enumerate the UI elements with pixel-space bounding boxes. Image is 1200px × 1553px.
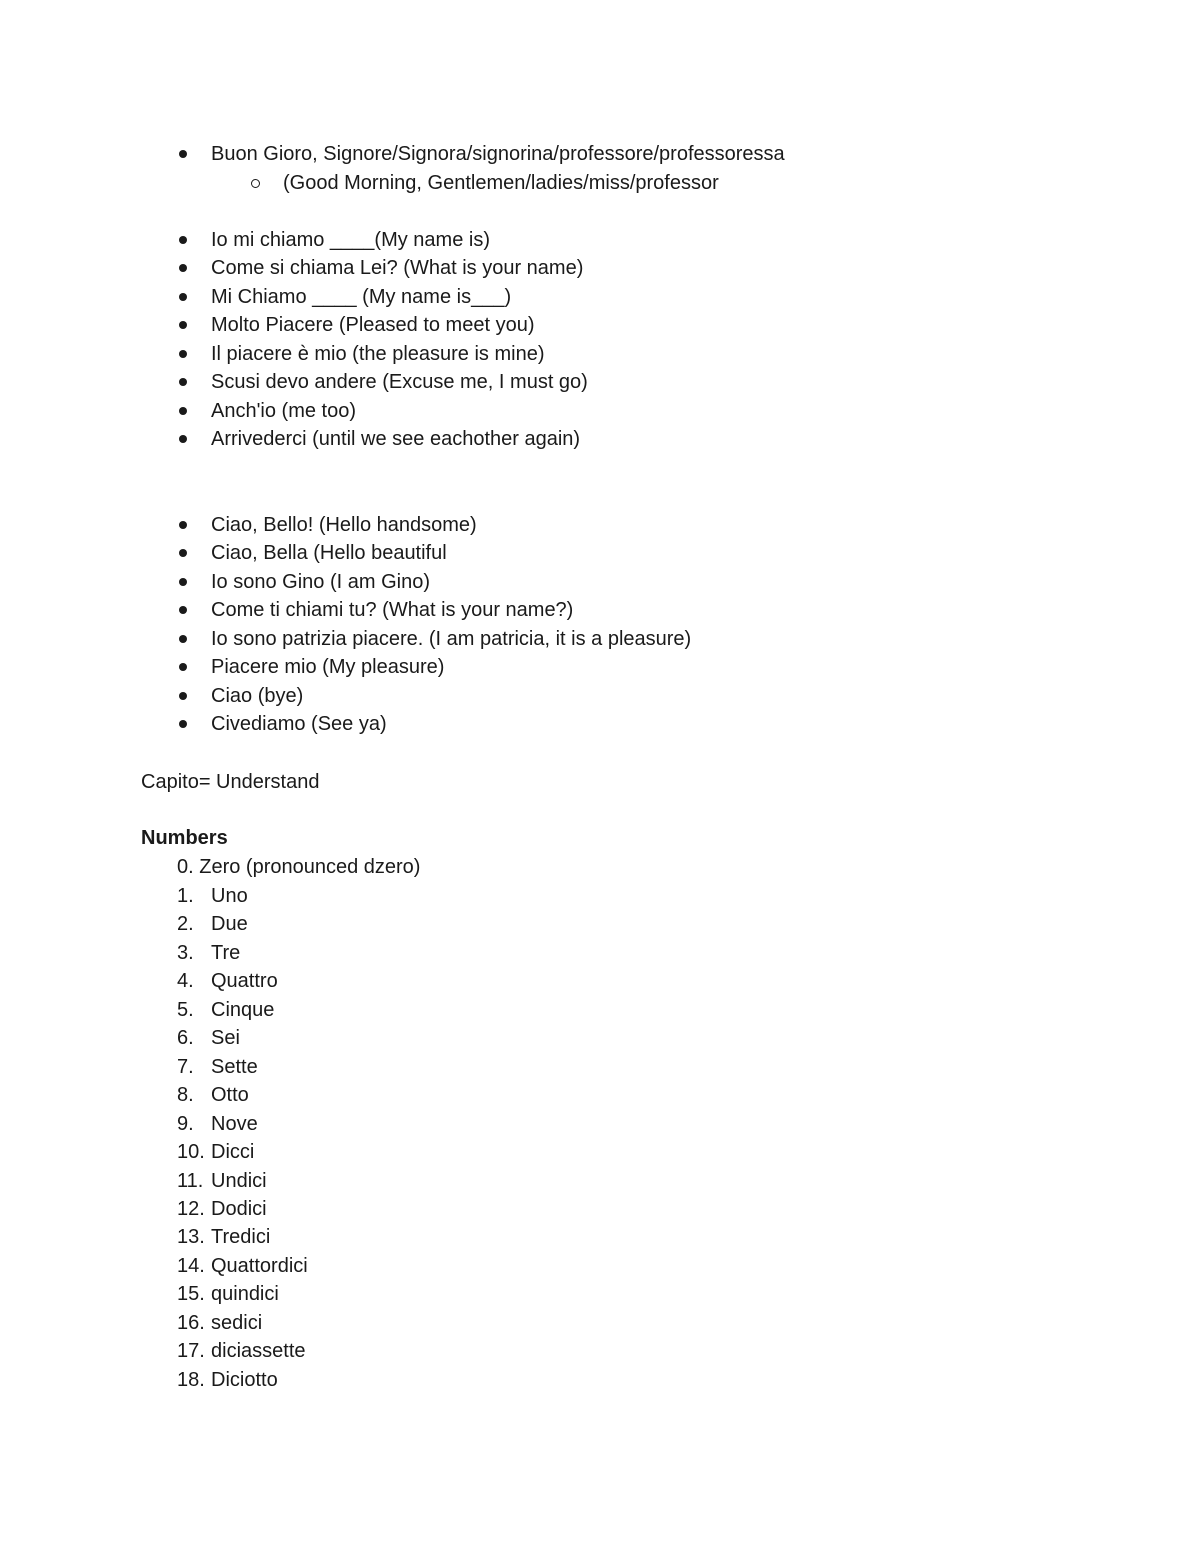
number-word: Tredici xyxy=(211,1226,271,1249)
number-word: Dicci xyxy=(211,1141,255,1164)
number-word: Quattordici xyxy=(211,1254,308,1277)
bullet-icon xyxy=(179,378,187,386)
number-index: 1. xyxy=(177,885,194,907)
number-index: 6. xyxy=(177,1027,194,1050)
bullet-icon xyxy=(179,350,187,358)
formal-greeting-translation: (Good Morning, Gentlemen/ladies/miss/professor xyxy=(283,172,719,194)
number-index: 9. xyxy=(177,1112,194,1135)
number-index: 18. xyxy=(177,1368,205,1391)
informal-item: Ciao, Bella (Hello beautiful xyxy=(211,542,447,565)
bullet-icon xyxy=(179,549,187,557)
informal-item: Piacere mio (My pleasure) xyxy=(211,656,445,679)
number-word: Nove xyxy=(211,1112,258,1135)
informal-item: Come ti chiami tu? (What is your name?) xyxy=(211,599,574,622)
number-word: diciassette xyxy=(211,1340,306,1363)
number-index: 15. xyxy=(177,1283,205,1306)
formal-item: Scusi devo andere (Excuse me, I must go) xyxy=(211,371,588,394)
number-word: Sei xyxy=(211,1027,240,1050)
number-word: Otto xyxy=(211,1084,249,1107)
number-index: 14. xyxy=(177,1254,205,1277)
informal-item: Io sono Gino (I am Gino) xyxy=(211,570,430,593)
formal-greeting: Buon Gioro, Signore/Signora/signorina/professore/professoressa xyxy=(211,143,785,165)
number-index: 5. xyxy=(177,998,194,1021)
bullet-icon xyxy=(179,663,187,671)
number-word: Due xyxy=(211,913,248,936)
informal-item: Ciao (bye) xyxy=(211,684,304,707)
hollow-bullet-icon xyxy=(251,179,260,188)
bullet-icon xyxy=(179,635,187,643)
informal-item: Io sono patrizia piacere. (I am patricia, it is a pleasure) xyxy=(211,627,692,650)
bullet-icon xyxy=(179,236,187,244)
number-index: 11. xyxy=(177,1169,204,1192)
number-index: 7. xyxy=(177,1055,194,1078)
bullet-icon xyxy=(179,435,187,443)
number-zero-line: 0. Zero (pronounced dzero) xyxy=(177,856,421,878)
bullet-icon xyxy=(179,521,187,529)
number-index: 12. xyxy=(177,1197,205,1220)
number-word: quindici xyxy=(211,1283,279,1306)
number-word: Quattro xyxy=(211,970,278,993)
formal-item: Arrivederci (until we see eachother again) xyxy=(211,428,581,451)
number-index: 4. xyxy=(177,970,194,993)
capito-line: Capito= Understand xyxy=(141,771,320,793)
number-word: Diciotto xyxy=(211,1368,278,1391)
bullet-icon xyxy=(179,264,187,272)
formal-item: Mi Chiamo ____ (My name is___) xyxy=(211,285,512,308)
number-word: Tre xyxy=(211,941,241,964)
number-index: 2. xyxy=(177,913,194,936)
number-word: Cinque xyxy=(211,998,275,1021)
number-index: 17. xyxy=(177,1340,205,1363)
number-word: Sette xyxy=(211,1055,258,1078)
bullet-icon xyxy=(179,407,187,415)
number-index: 13. xyxy=(177,1226,205,1249)
bullet-icon xyxy=(179,692,187,700)
bullet-icon xyxy=(179,606,187,614)
number-word: Uno xyxy=(211,885,248,907)
number-index: 8. xyxy=(177,1084,194,1107)
formal-item: Io mi chiamo ____(My name is) xyxy=(211,229,490,251)
bullet-icon xyxy=(179,321,187,329)
bullet-icon xyxy=(179,150,187,158)
informal-item: Ciao, Bello! (Hello handsome) xyxy=(211,514,477,536)
numbers-heading: Numbers xyxy=(141,827,228,849)
number-word: Dodici xyxy=(211,1197,267,1220)
formal-item: Come si chiama Lei? (What is your name) xyxy=(211,257,584,280)
informal-item: Civediamo (See ya) xyxy=(211,713,387,736)
number-index: 10. xyxy=(177,1141,205,1164)
number-word: Undici xyxy=(211,1169,267,1192)
bullet-icon xyxy=(179,720,187,728)
bullet-icon xyxy=(179,293,187,301)
formal-item: Molto Piacere (Pleased to meet you) xyxy=(211,314,535,337)
formal-item: Il piacere è mio (the pleasure is mine) xyxy=(211,342,545,365)
bullet-icon xyxy=(179,578,187,586)
number-index: 3. xyxy=(177,941,194,964)
number-word: sedici xyxy=(211,1311,263,1334)
formal-item: Anch'io (me too) xyxy=(211,399,356,422)
number-index: 16. xyxy=(177,1311,205,1334)
